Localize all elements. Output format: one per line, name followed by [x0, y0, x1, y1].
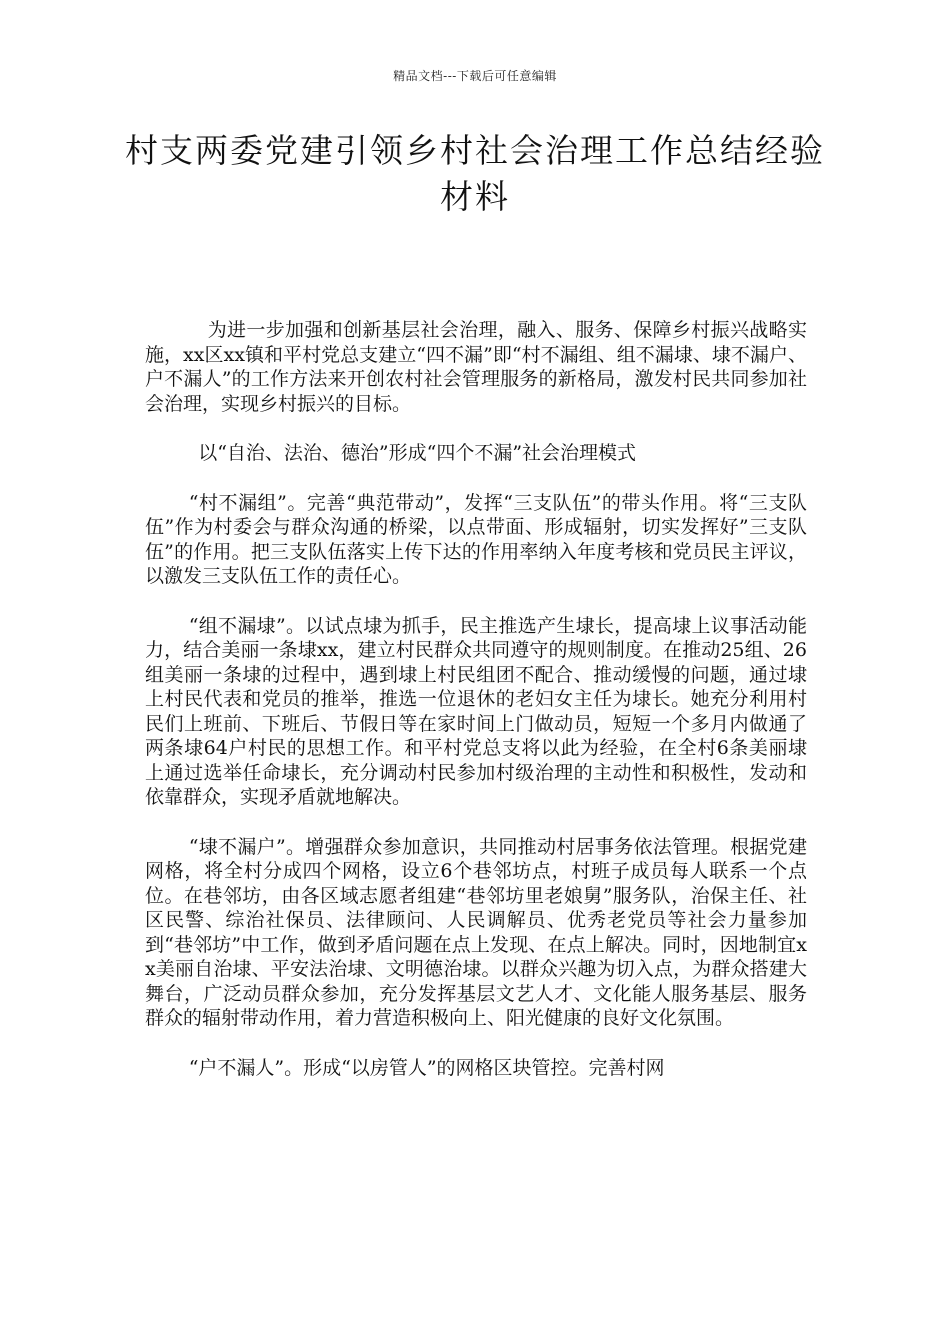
document-body: [145, 318, 807, 1105]
paragraph-group: “组不漏埭”。以试点埭为抓手，民主推选产生埭长，提高埭上议事活动能力，结合美丽一条埭xx，建立村民群众共同遵守的规则制度。在推动25组、26组美丽一条埭的过程中，遇到埭上村民组团不配合、推动缓慢的问题，通过埭上村民代表和党员的推举，推选一位退休的老妇女主任为埭长。她充分利用村民们上班前、下班后、节假日等在家时间上门做动员，短短一个多月内做通了两条埭64户村民的思想工作。和平村党总支将以此为经验，在全村6条美丽埭上通过选举任命埭长，充分调动村民参加村级治理的主动性和积极性，发动和依靠群众，实现矛盾就地解决。: [145, 614, 807, 808]
section-subheading: 以“自治、法治、德治”形成“四个不漏”社会治理模式: [198, 442, 637, 464]
paragraph-household: “埭不漏户”。增强群众参加意识，共同推动村居事务依法管理。根据党建网格，将全村分成四个网格，设立6个巷邻坊点，村班子成员每人联系一个点位。在巷邻坊，由各区域志愿者组建“巷邻坊里老娘舅”服务队，治保主任、社区民警、综治社保员、法律顾问、人民调解员、优秀老党员等社会力量参加到“巷邻坊”中工作，做到矛盾问题在点上发现、在点上解决。同时，因地制宜xx美丽自治埭、平安法治埭、文明德治埭。以群众兴趣为切入点，为群众搭建大舞台，广泛动员群众参加，充分发挥基层文艺人才、文化能人服务基层、服务群众的辐射带动作用，着力营造积极向上、阳光健康的良好文化氛围。: [145, 835, 807, 1029]
document-title: 村支两委党建引领乡村社会治理工作总结经验材料: [125, 131, 825, 216]
paragraph-village: “村不漏组”。完善“典范带动”，发挥“三支队伍”的带头作用。将“三支队伍”作为村委会与群众沟通的桥梁，以点带面、形成辐射，切实发挥好”三支队伍”的作用。把三支队伍落实上传下达的作用率纳入年度考核和党员民主评议，以激发三支队伍工作的责任心。: [145, 491, 807, 587]
paragraph-person: “户不漏人”。形成“以房管人”的网格区块管控。完善村网: [188, 1056, 665, 1079]
header-note: 精品文档---下载后可任意编辑: [393, 69, 557, 83]
intro-paragraph: 为进一步加强和创新基层社会治理，融入、服务、保障乡村振兴战略实施，xx区xx镇和平村党总支建立“四不漏”即“村不漏组、组不漏埭、埭不漏户、户不漏人”的工作方法来开创农村社会管理服务的新格局，激发村民共同参加社会治理，实现乡村振兴的目标。: [145, 319, 807, 415]
